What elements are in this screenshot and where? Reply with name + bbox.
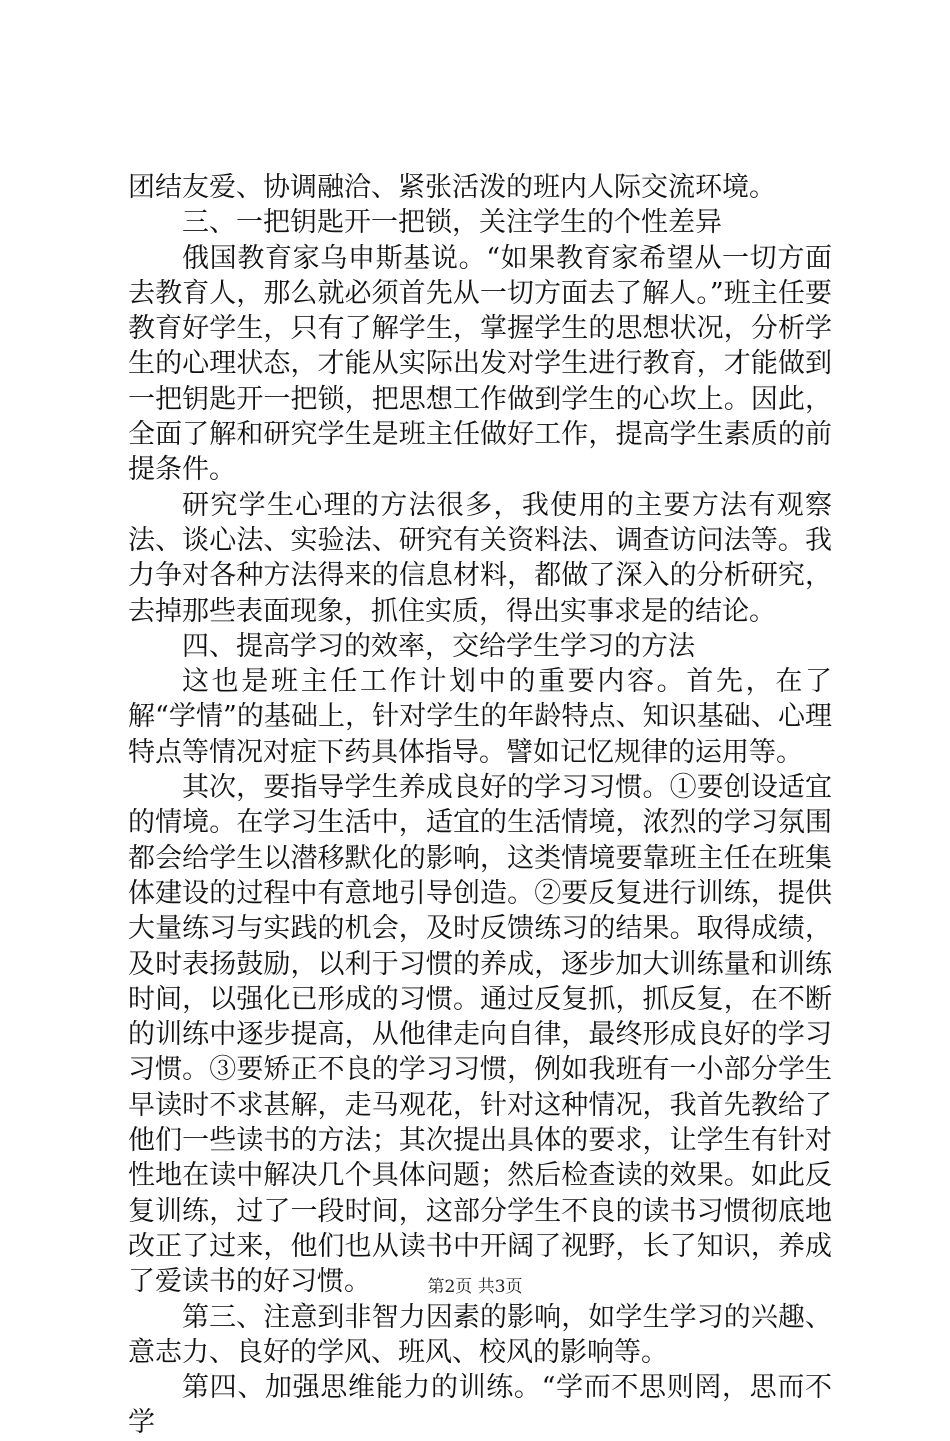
paragraph-3: 俄国教育家乌申斯基说。“如果教育家希望从一切方面去教育人，那么就必须首先从一切方面去了解人。”班主任要教育好学生，只有了解学生，掌握学生的思想状况，分析学生的心理状态，才能从实际出发对学生进行教育，才能做到一把钥匙开一把锁，把思想工作做到学生的心坎上。因此，全面了解和研究学生是班主任做好工作，提高学生素质的前提条件。 bbox=[128, 242, 832, 486]
document-body bbox=[128, 170, 832, 1441]
paragraph-7: 其次，要指导学生养成良好的学习习惯。①要创设适宜的情境。在学习生活中，适宜的生活情境，浓烈的学习氛围都会给学生以潜移默化的影响，这类情境要靠班主任在班集体建设的过程中有意地引导创造。②要反复进行训练，提供大量练习与实践的机会，及时反馈练习的结果。取得成绩，及时表扬鼓励，以利于习惯的养成，逐步加大训练量和训练时间，以强化已形成的习惯。通过反复抓，抓反复，在不断的训练中逐步提高，从他律走向自律，最终形成良好的学习习惯。③要矫正不良的学习习惯，例如我班有一小部分学生早读时不求甚解，走马观花，针对这种情况，我首先教给了他们一些读书的方法；其次提出具体的要求，让学生有针对性地在读中解决几个具体问题；然后检查读的效果。如此反复训练，过了一段时间，这部分学生不良的读书习惯彻底地改正了过来，他们也从读书中开阔了视野，长了知识，养成了爱读书的好习惯。 bbox=[128, 772, 832, 1298]
section-heading-3: 三、一把钥匙开一把锁，关注学生的个性差异 bbox=[182, 207, 722, 239]
paragraph-1: 团结友爱、协调融洽、紧张活泼的班内人际交流环境。 bbox=[128, 172, 776, 203]
page-footer: 第2页 共3页 bbox=[427, 1277, 523, 1297]
paragraph-9: 第四、加强思维能力的训练。“学而不思则罔，思而不学 bbox=[128, 1372, 832, 1439]
paragraph-6: 这也是班主任工作计划中的重要内容。首先，在了解“学情”的基础上，针对学生的年龄特点、知识基础、心理特点等情况对症下药具体指导。譬如记忆规律的运用等。 bbox=[128, 666, 832, 768]
section-heading-4: 四、提高学习的效率，交给学生学习的方法 bbox=[182, 630, 695, 662]
paragraph-8: 第三、注意到非智力因素的影响，如学生学习的兴趣、意志力、良好的学风、班风、校风的影响等。 bbox=[128, 1301, 832, 1368]
paragraph-4: 研究学生心理的方法很多，我使用的主要方法有观察法、谈心法、实验法、研究有关资料法、调查访问法等。我力争对各种方法得来的信息材料，都做了深入的分析研究，去掉那些表面现象，抓住实质，得出实事求是的结论。 bbox=[128, 489, 832, 627]
